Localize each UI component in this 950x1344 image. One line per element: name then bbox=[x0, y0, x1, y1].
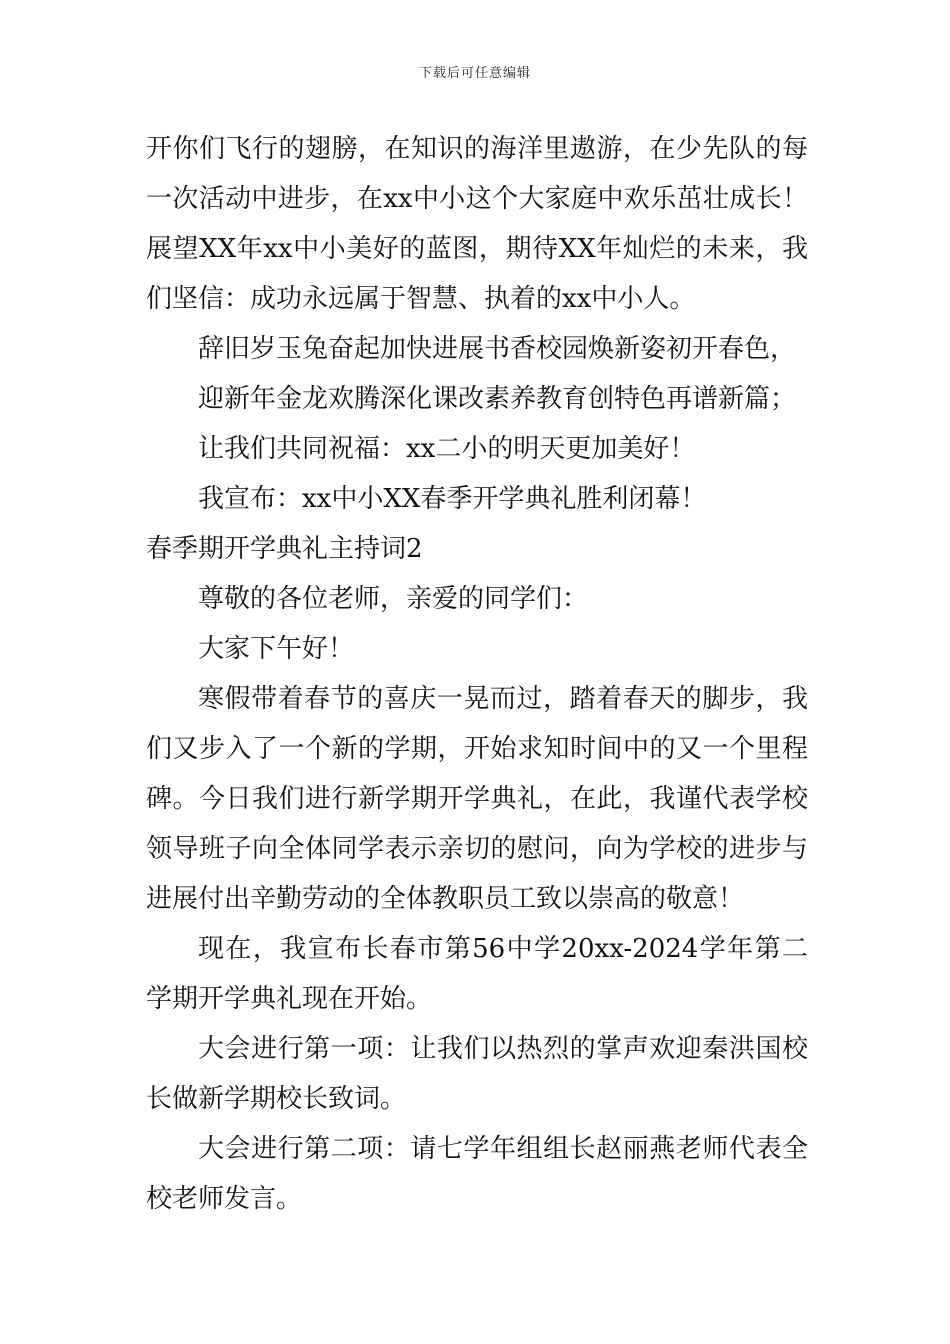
paragraph-agenda-item-1: 大会进行第一项：让我们以热烈的掌声欢迎秦洪国校长做新学期校长致词。 bbox=[146, 1034, 808, 1114]
paragraph-blessing: 让我们共同祝福：xx二小的明天更加美好！ bbox=[198, 434, 696, 464]
paragraph-closing-announcement: 我宣布：xx中小XX春季开学典礼胜利闭幕！ bbox=[198, 484, 707, 514]
paragraph-couplet-1: 辞旧岁玉兔奋起加快进展书香校园焕新姿初开春色， bbox=[198, 334, 797, 364]
paragraph-ceremony-start: 现在，我宣布长春市第56中学20xx-2024学年第二学期开学典礼现在开始。 bbox=[146, 934, 808, 1014]
paragraph-continuation: 开你们飞行的翅膀，在知识的海洋里遨游，在少先队的每一次活动中进步，在xx中小这个大家庭中欢乐茁壮成长！展望XX年xx中小美好的蓝图，期待XX年灿烂的未来，我们坚信：成功永远属于智慧、执着的xx中小人。 bbox=[146, 134, 808, 314]
paragraph-couplet-2: 迎新年金龙欢腾深化课改素养教育创特色再谱新篇； bbox=[198, 384, 797, 414]
paragraph-opening-speech: 寒假带着春节的喜庆一晃而过，踏着春天的脚步，我们又步入了一个新的学期，开始求知时间中的又一个里程碑。今日我们进行新学期开学典礼，在此，我谨代表学校领导班子向全体同学表示亲切的慰问，向为学校的进步与进展付出辛勤劳动的全体教职员工致以崇高的敬意！ bbox=[146, 684, 808, 914]
paragraph-good-afternoon: 大家下午好！ bbox=[198, 634, 355, 664]
document-body bbox=[146, 124, 808, 1224]
section-heading: 春季期开学典礼主持词2 bbox=[146, 534, 423, 564]
paragraph-agenda-item-2: 大会进行第二项：请七学年组组长赵丽燕老师代表全校老师发言。 bbox=[146, 1134, 808, 1214]
page-header-note: 下载后可任意编辑 bbox=[418, 66, 531, 81]
paragraph-greeting: 尊敬的各位老师，亲爱的同学们： bbox=[198, 584, 589, 614]
